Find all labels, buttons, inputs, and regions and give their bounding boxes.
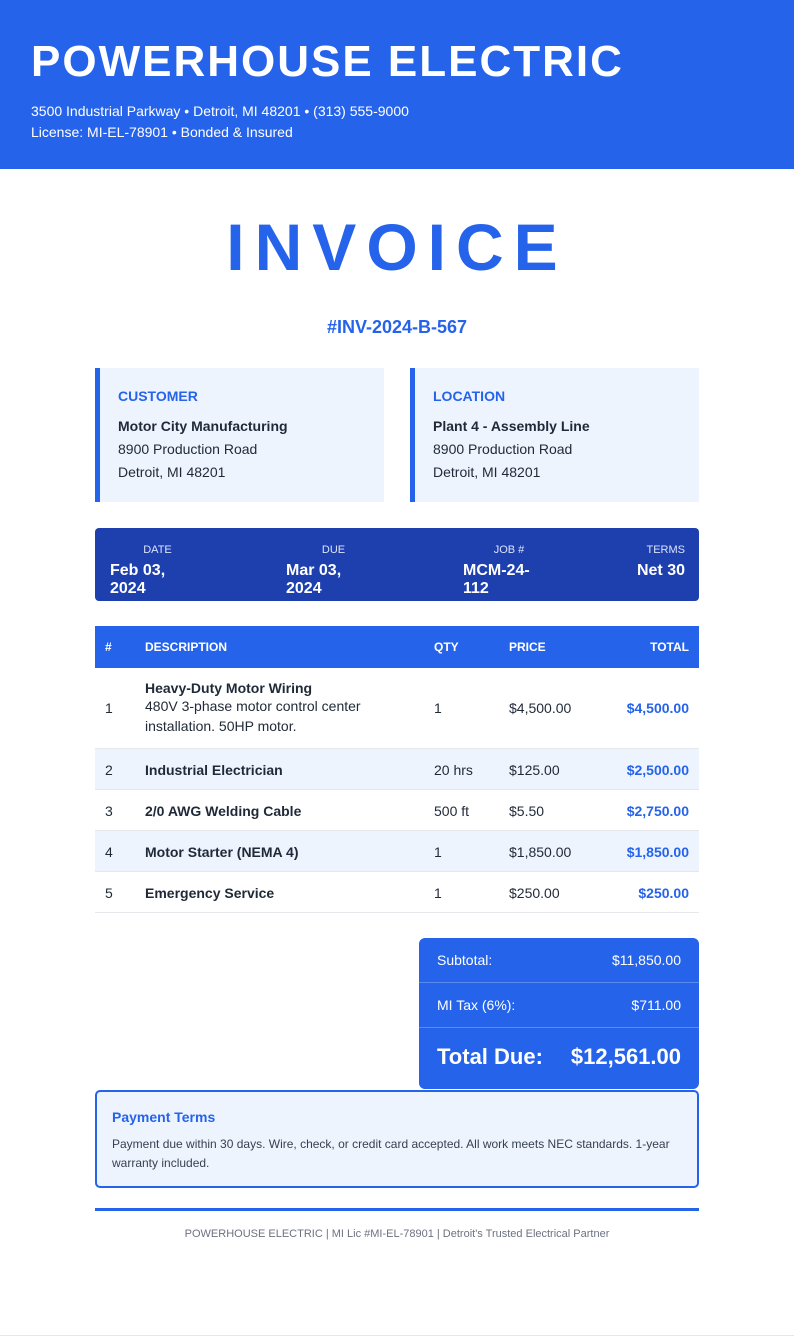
meta-terms-value: Net 30 bbox=[636, 562, 685, 579]
location-label: LOCATION bbox=[433, 388, 506, 404]
tax-label: MI Tax (6%): bbox=[437, 997, 516, 1013]
table-row bbox=[95, 831, 699, 872]
row-total: $2,750.00 bbox=[626, 803, 689, 819]
item-name: Heavy-Duty Motor Wiring bbox=[145, 680, 313, 696]
meta-date-value: Feb 03, 2024 bbox=[110, 562, 166, 597]
row-total: $1,850.00 bbox=[626, 844, 689, 860]
company-license: License: MI-EL-78901 • Bonded & Insured bbox=[31, 124, 293, 140]
document-title: INVOICE bbox=[226, 210, 568, 284]
totals-divider bbox=[419, 1027, 699, 1028]
company-name: POWERHOUSE ELECTRIC bbox=[31, 37, 624, 86]
row-qty: 1 bbox=[434, 885, 442, 901]
footer-text: POWERHOUSE ELECTRIC | MI Lic #MI-EL-78901 | Detroit's Trusted Electrical Partner bbox=[184, 1228, 610, 1240]
row-qty: 20 hrs bbox=[434, 762, 473, 778]
customer-label: CUSTOMER bbox=[118, 388, 198, 404]
item-detail: 480V 3-phase motor control center installation. 50HP motor. bbox=[145, 698, 361, 734]
header-price: PRICE bbox=[509, 640, 546, 654]
footer-divider bbox=[95, 1208, 699, 1211]
item-name: Industrial Electrician bbox=[145, 762, 283, 778]
row-qty: 1 bbox=[434, 700, 442, 716]
customer-street: 8900 Production Road bbox=[118, 441, 258, 457]
item-name: Motor Starter (NEMA 4) bbox=[145, 844, 299, 860]
customer-city: Detroit, MI 48201 bbox=[118, 464, 226, 480]
row-num: 5 bbox=[105, 885, 113, 901]
meta-job-value: MCM-24-112 bbox=[463, 562, 530, 597]
table-header bbox=[95, 626, 699, 668]
table-row bbox=[95, 749, 699, 790]
row-total: $4,500.00 bbox=[626, 700, 689, 716]
tax-value: $711.00 bbox=[631, 997, 681, 1013]
totals-divider bbox=[419, 982, 699, 983]
meta-job bbox=[463, 544, 555, 598]
meta-date-label: DATE bbox=[143, 544, 172, 556]
totals-panel bbox=[419, 938, 699, 1089]
total-due-label: Total Due: bbox=[437, 1044, 543, 1069]
company-header bbox=[0, 0, 794, 169]
row-total: $2,500.00 bbox=[626, 762, 689, 778]
header-num: # bbox=[105, 640, 112, 654]
meta-job-label: JOB # bbox=[493, 544, 525, 556]
customer-name: Motor City Manufacturing bbox=[118, 418, 288, 434]
row-price: $4,500.00 bbox=[509, 700, 572, 716]
company-address: 3500 Industrial Parkway • Detroit, MI 48201 • (313) 555-9000 bbox=[31, 103, 409, 119]
header-description: DESCRIPTION bbox=[145, 640, 228, 654]
meta-due-label: DUE bbox=[321, 544, 346, 556]
meta-due-value: Mar 03, 2024 bbox=[286, 562, 342, 597]
meta-terms bbox=[575, 544, 685, 580]
header-qty: QTY bbox=[434, 640, 459, 654]
location-name: Plant 4 - Assembly Line bbox=[433, 418, 590, 434]
payment-terms-title: Payment Terms bbox=[112, 1109, 216, 1125]
table-row bbox=[95, 668, 699, 749]
row-qty: 1 bbox=[434, 844, 442, 860]
invoice-number: #INV-2024-B-567 bbox=[326, 317, 468, 337]
customer-box bbox=[95, 368, 384, 502]
subtotal-value: $11,850.00 bbox=[611, 952, 681, 968]
page-bottom-rule bbox=[0, 1335, 794, 1336]
row-description bbox=[145, 680, 415, 736]
row-total: $250.00 bbox=[638, 885, 689, 901]
meta-terms-label: TERMS bbox=[646, 544, 685, 556]
subtotal-label: Subtotal: bbox=[437, 952, 493, 968]
row-num: 3 bbox=[105, 803, 113, 819]
payment-terms-box bbox=[95, 1090, 699, 1188]
location-city: Detroit, MI 48201 bbox=[433, 464, 541, 480]
total-due-value: $12,561.00 bbox=[570, 1044, 681, 1069]
invoice-meta-bar bbox=[95, 528, 699, 601]
meta-due bbox=[286, 544, 381, 598]
row-num: 4 bbox=[105, 844, 113, 860]
line-items-table bbox=[95, 626, 699, 913]
row-num: 2 bbox=[105, 762, 113, 778]
item-name: 2/0 AWG Welding Cable bbox=[145, 803, 302, 819]
row-price: $5.50 bbox=[509, 803, 545, 819]
table-row bbox=[95, 872, 699, 913]
table-row bbox=[95, 790, 699, 831]
row-num: 1 bbox=[105, 700, 113, 716]
row-price: $1,850.00 bbox=[509, 844, 572, 860]
row-price: $125.00 bbox=[509, 762, 560, 778]
header-total: TOTAL bbox=[650, 640, 689, 654]
meta-date bbox=[110, 544, 205, 598]
item-name: Emergency Service bbox=[145, 885, 275, 901]
row-qty: 500 ft bbox=[434, 803, 470, 819]
location-box bbox=[410, 368, 699, 502]
row-price: $250.00 bbox=[509, 885, 560, 901]
payment-terms-text: Payment due within 30 days. Wire, check, or credit card accepted. All work meets NEC standards. 1-year warranty included. bbox=[112, 1137, 670, 1170]
location-street: 8900 Production Road bbox=[433, 441, 573, 457]
